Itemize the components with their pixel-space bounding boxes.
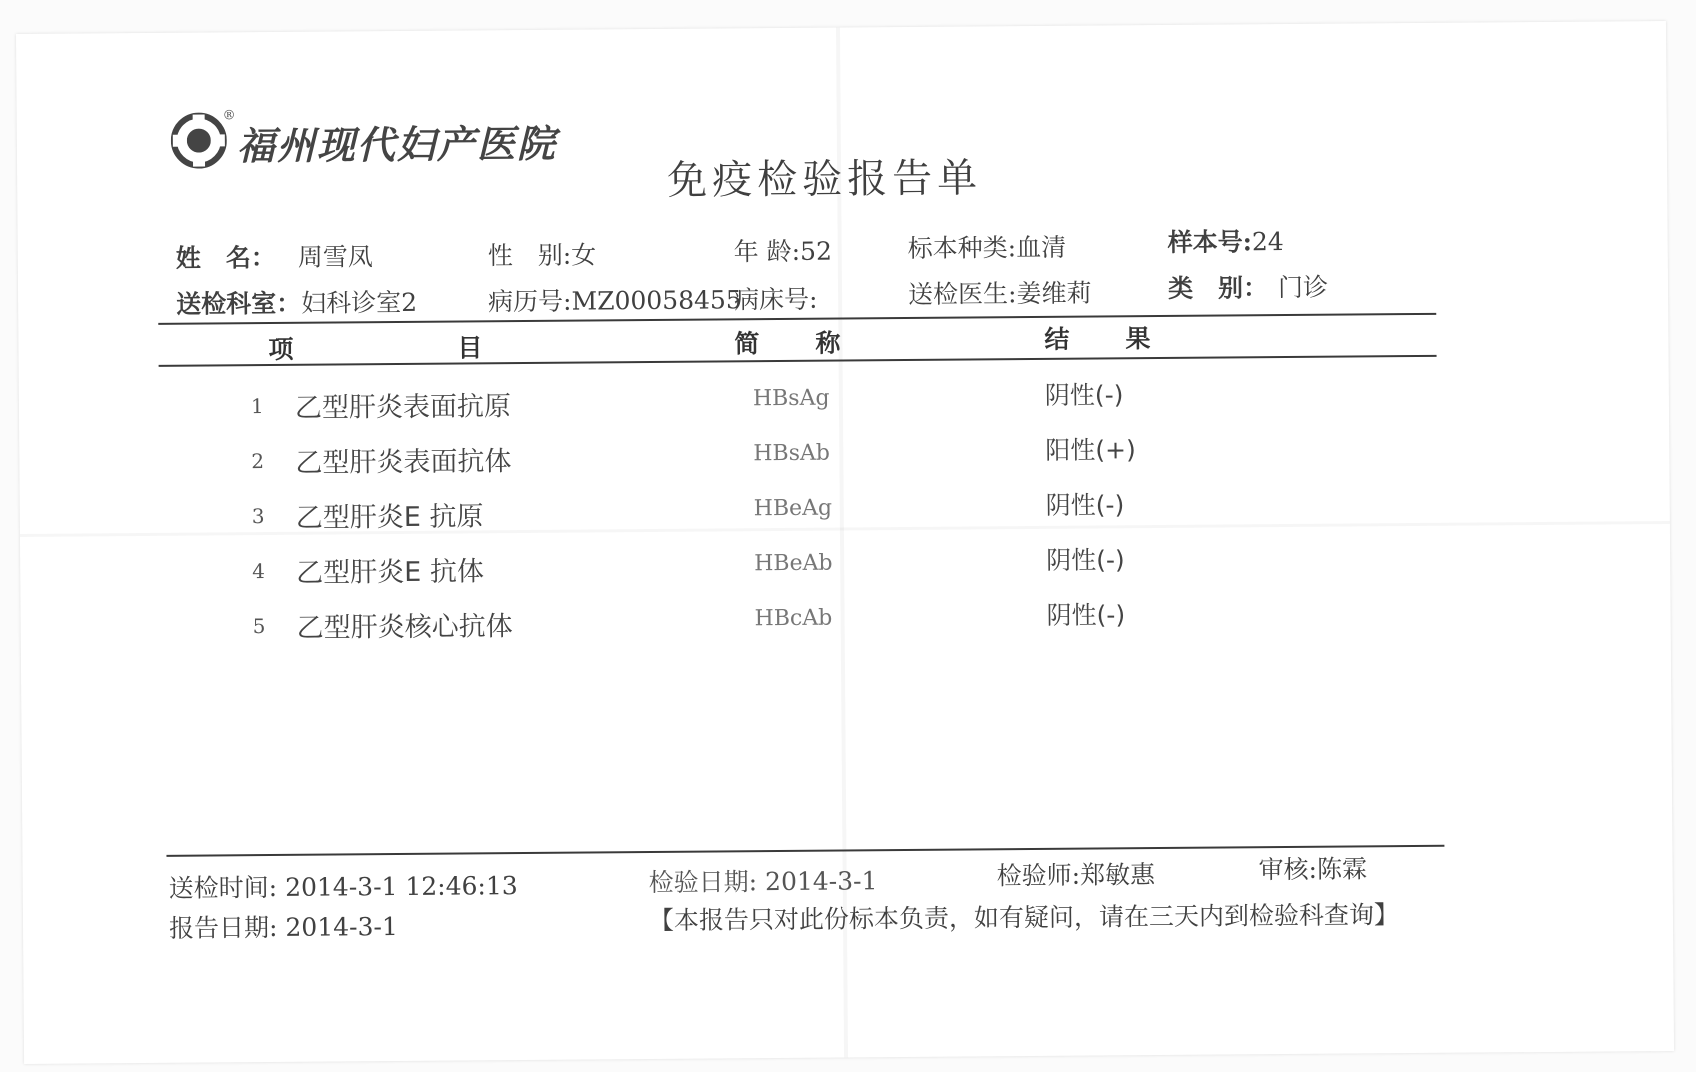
reviewer-label: 审核:: [1258, 854, 1318, 885]
row-item-name: 乙型肝炎表面抗体: [295, 446, 512, 479]
name-value: 周雪凤: [297, 242, 373, 272]
gender-label: 性 别:: [487, 240, 572, 271]
test-date-label: 检验日期:: [648, 867, 758, 898]
row-abbr: HBsAb: [753, 440, 831, 467]
column-header-abbr: 简 称: [734, 328, 843, 359]
row-item-name: 乙型肝炎表面抗原: [294, 391, 512, 424]
record-value: MZ00058455: [571, 285, 742, 316]
row-item-name: 乙型肝炎E 抗体: [296, 556, 485, 589]
hospital-logo: [171, 110, 557, 173]
doctor-label: 送检医生:: [907, 279, 1017, 310]
row-number: 1: [250, 394, 264, 419]
report-date-value: 2014-3-1: [285, 912, 398, 942]
sample-no-label: 样本号:: [1167, 227, 1253, 257]
specimen-label: 标本种类:: [907, 233, 1017, 264]
doctor-field: [908, 274, 1092, 311]
submit-time-label: 送检时间:: [168, 872, 278, 903]
reviewer-field: [1258, 849, 1367, 886]
row-result: 阴性(-): [1046, 600, 1126, 630]
column-header-result: 结 果: [1044, 324, 1153, 354]
record-label: 病历号:: [488, 286, 572, 317]
name-field: [176, 237, 373, 275]
submit-time-field: [169, 866, 518, 905]
category-field: [1168, 268, 1328, 305]
row-number: 5: [252, 614, 266, 639]
reviewer-value: 陈霖: [1316, 854, 1368, 884]
dept-value: 妇科诊室2: [301, 287, 418, 318]
record-field: [488, 280, 742, 318]
row-result: 阴性(-): [1046, 545, 1125, 575]
bed-label: 病床号:: [733, 284, 818, 315]
gender-value: 女: [571, 240, 597, 270]
row-result: 阴性(-): [1044, 380, 1124, 410]
submit-time-value: 2014-3-1 12:46:13: [285, 871, 518, 902]
row-result: 阴性(-): [1045, 490, 1125, 520]
fold-line-horizontal: [20, 521, 1670, 537]
row-number: 4: [252, 559, 266, 584]
test-date-value: 2014-3-1: [765, 866, 878, 897]
sample-no-field: [1168, 222, 1284, 259]
column-header-item: 项 目: [268, 333, 485, 365]
row-item-name: 乙型肝炎核心抗体: [296, 611, 513, 644]
technician-label: 检验师:: [996, 860, 1081, 891]
specimen-value: 血清: [1016, 232, 1067, 263]
dept-field: [176, 283, 417, 321]
technician-field: [996, 855, 1155, 892]
category-value: 门诊: [1277, 272, 1329, 303]
hospital-emblem-icon: [171, 112, 227, 168]
row-abbr: HBeAb: [754, 550, 833, 577]
technician-value: 郑敏惠: [1079, 860, 1156, 890]
row-number: 3: [251, 504, 265, 529]
report-date-field: [169, 907, 398, 945]
dept-label: 送检科室：: [176, 288, 302, 319]
specimen-field: [908, 228, 1067, 265]
gender-field: [488, 235, 597, 272]
bed-field: [734, 280, 818, 317]
row-item-name: 乙型肝炎E 抗原: [295, 501, 484, 534]
disclaimer: 【本报告只对此份标本负责，如有疑问，请在三天内到检验科查询】: [648, 900, 1400, 936]
test-date-field: [649, 861, 878, 899]
name-label: 姓 名：: [175, 242, 276, 273]
age-label: 年 龄:: [733, 236, 801, 267]
registered-mark: ®: [222, 108, 236, 124]
row-abbr: HBcAb: [754, 605, 833, 632]
report-paper: [16, 21, 1674, 1064]
report-title: 免疫检验报告单: [666, 155, 983, 204]
category-label: 类 别：: [1167, 273, 1269, 303]
row-abbr: HBeAg: [753, 495, 833, 522]
report-date-label: 报告日期:: [168, 912, 278, 943]
row-result: 阳性(+): [1045, 435, 1136, 465]
sample-no-value: 24: [1251, 227, 1284, 257]
row-number: 2: [251, 449, 265, 474]
doctor-value: 姜维莉: [1016, 278, 1092, 309]
age-value: 52: [799, 236, 833, 266]
footer-rule: [166, 845, 1444, 857]
age-field: [734, 232, 832, 269]
hospital-name: 福州现代妇产医院: [236, 121, 558, 168]
row-abbr: HBsAg: [752, 385, 830, 412]
